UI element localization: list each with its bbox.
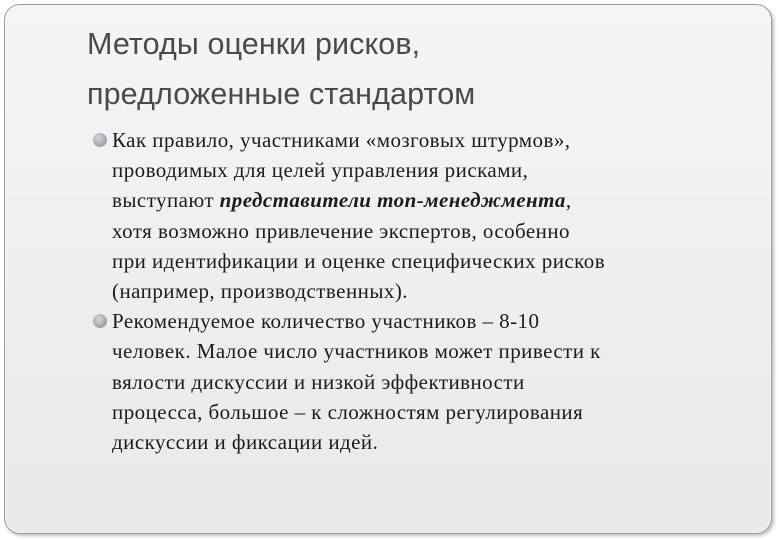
slide-title bbox=[87, 19, 747, 119]
text-line: при идентификации и оценке специфических рисков bbox=[112, 248, 606, 273]
text-line: вялости дискуссии и низкой эффективности bbox=[112, 369, 525, 394]
text-line: (например, производственных). bbox=[112, 279, 408, 304]
emphasized-text: представители топ-менеджмента bbox=[219, 188, 566, 213]
title-line: Методы оценки рисков, bbox=[87, 27, 421, 61]
text-line bbox=[112, 185, 753, 215]
bullet-list bbox=[93, 125, 753, 457]
text-run: выступают bbox=[112, 188, 220, 213]
title-line: предложенные стандартом bbox=[87, 77, 476, 111]
bullet-dot-icon bbox=[93, 314, 107, 328]
text-line: Как правило, участниками «мозговых штурмов», bbox=[112, 128, 571, 152]
bullet-item bbox=[93, 125, 753, 306]
text-line: Рекомендуемое количество участников – 8-10 bbox=[112, 309, 540, 334]
text-line: хотя возможно привлечение экспертов, особенно bbox=[112, 218, 570, 243]
text-line: дискуссии и фиксации идей. bbox=[112, 430, 379, 455]
text-line: процесса, большое – к сложностям регулирования bbox=[112, 399, 584, 424]
text-line: человек. Малое число участников может привести к bbox=[112, 339, 601, 364]
text-line: проводимых для целей управления рисками, bbox=[112, 158, 529, 183]
slide-frame bbox=[4, 4, 772, 534]
bullet-dot-icon bbox=[93, 133, 107, 147]
text-run: , bbox=[565, 188, 572, 213]
bullet-item bbox=[93, 306, 753, 457]
